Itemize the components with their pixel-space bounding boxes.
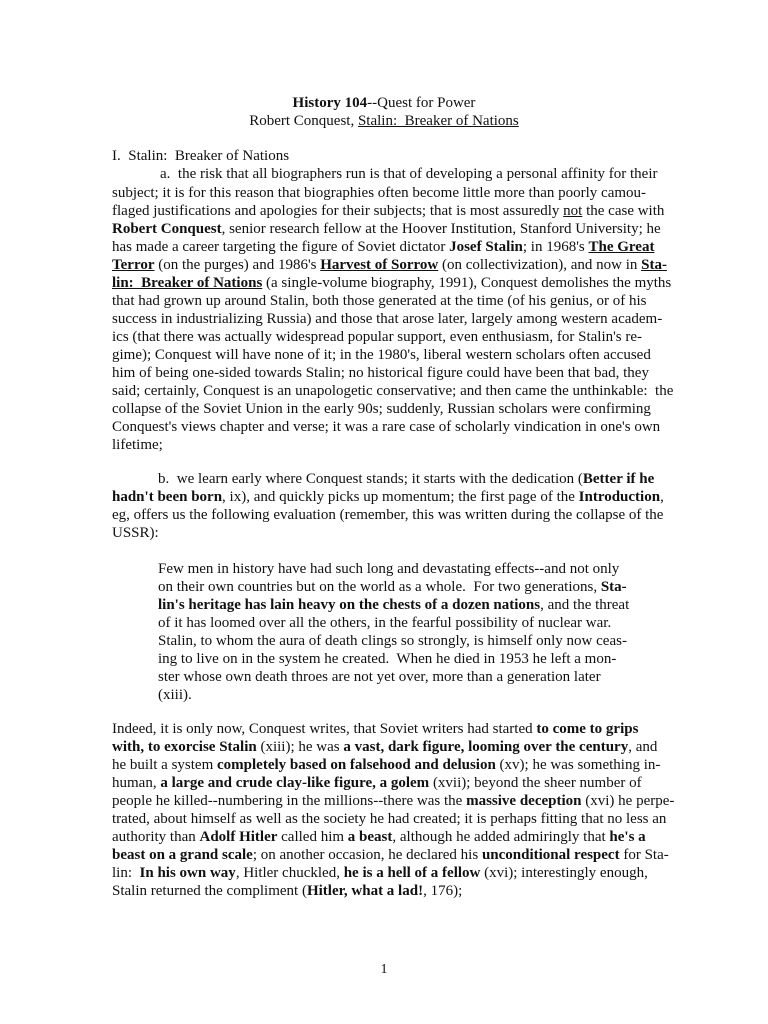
para-c-line: Indeed, it is only now, Conquest writes, that Soviet writers had started to come to grips	[112, 721, 639, 737]
quote-line: lin's heritage has lain heavy on the chests of a dozen nations, and the threat	[158, 597, 630, 613]
quote-line: Few men in history have had such long and devastating effects--and not only	[158, 561, 620, 577]
course-title-line	[0, 94, 768, 112]
para-a-line: a. the risk that all biographers run is that of developing a personal affinity for their	[160, 166, 658, 182]
para-a-line: ics (that there was actually widespread popular support, even enthusiasm, for Stalin's re-	[112, 329, 643, 345]
para-b-line: b. we learn early where Conquest stands; it starts with the dedication (Better if he	[158, 471, 655, 487]
para-a-line: collapse of the Soviet Union in the early 90s; suddenly, Russian scholars were confirming	[112, 401, 651, 417]
para-a-line: Terror (on the purges) and 1986's Harvest of Sorrow (on collectivization), and now in Sta-	[112, 257, 667, 273]
para-b-line: hadn't been born, ix), and quickly picks up momentum; the first page of the Introduction,	[112, 489, 664, 505]
quote-line: ster whose own death throes are not yet over, more than a generation later	[158, 669, 601, 685]
book-title: Stalin: Breaker of Nations	[357, 113, 519, 129]
para-a-line: lifetime;	[112, 437, 163, 453]
book-author: Robert Conquest,	[249, 113, 358, 129]
para-a-line: lin: Breaker of Nations (a single-volume biography, 1991), Conquest demolishes the myths	[112, 275, 672, 291]
course-code: History 104	[292, 95, 368, 111]
quote-line: on their own countries but on the world as a whole. For two generations, Sta-	[158, 579, 627, 595]
quote-line: Stalin, to whom the aura of death clings so strongly, is himself only now ceas-	[158, 633, 627, 649]
para-a-line: Robert Conquest, senior research fellow at the Hoover Institution, Stanford University; he	[112, 221, 661, 237]
para-b-line: USSR):	[112, 525, 159, 541]
para-c-line: beast on a grand scale; on another occasion, he declared his unconditional respect for Sta-	[112, 847, 669, 863]
para-c-line: human, a large and crude clay-like figure, a golem (xvii); beyond the sheer number of	[112, 775, 642, 791]
para-c-line: authority than Adolf Hitler called him a beast, although he added admiringly that he's a	[112, 829, 646, 845]
quote-line: of it has loomed over all the others, in the fearful possibility of nuclear war.	[158, 615, 612, 631]
para-c-line: trated, about himself as well as the society he had created; it is perhaps fitting that no less an	[112, 811, 667, 827]
para-c-line: people he killed--numbering in the millions--there was the massive deception (xvi) he perpe-	[112, 793, 675, 809]
para-a-line: has made a career targeting the figure of Soviet dictator Josef Stalin; in 1968's The Great	[112, 239, 655, 255]
book-title-line	[0, 112, 768, 130]
quote-line: (xiii).	[158, 687, 192, 703]
para-b-line: eg, offers us the following evaluation (remember, this was written during the collapse of the	[112, 507, 664, 523]
section-heading: I. Stalin: Breaker of Nations	[112, 148, 290, 164]
para-c-line: with, to exorcise Stalin (xiii); he was a vast, dark figure, looming over the century, and	[112, 739, 658, 755]
para-a-line: subject; it is for this reason that biographies often become little more than poorly camou-	[112, 185, 647, 201]
para-c-line: Stalin returned the compliment (Hitler, what a lad!, 176);	[112, 883, 463, 899]
para-a-line: gime); Conquest will have none of it; in the 1980's, liberal western scholars often accused	[112, 347, 651, 363]
para-a-line: success in industrializing Russia) and those that arose later, largely among western academ-	[112, 311, 663, 327]
para-a-line: him of being one-sided towards Stalin; no historical figure could have been that bad, they	[112, 365, 649, 381]
course-subtitle: --Quest for Power	[367, 95, 476, 111]
para-c-line: he built a system completely based on falsehood and delusion (xv); he was something in-	[112, 757, 661, 773]
page-number: 1	[380, 962, 388, 977]
para-a-line: flaged justifications and apologies for their subjects; that is most assuredly not the case with	[112, 203, 665, 219]
para-a-line: said; certainly, Conquest is an unapologetic conservative; and then came the unthinkable: the	[112, 383, 674, 399]
para-c-line: lin: In his own way, Hitler chuckled, he is a hell of a fellow (xvi); interestingly enough,	[112, 865, 648, 881]
para-a-line: Conquest's views chapter and verse; it was a rare case of scholarly vindication in one's own	[112, 419, 661, 435]
para-a-line: that had grown up around Stalin, both those generated at the time (of his genius, or of his	[112, 293, 647, 309]
quote-line: ing to live on in the system he created. When he died in 1953 he left a mon-	[158, 651, 617, 667]
